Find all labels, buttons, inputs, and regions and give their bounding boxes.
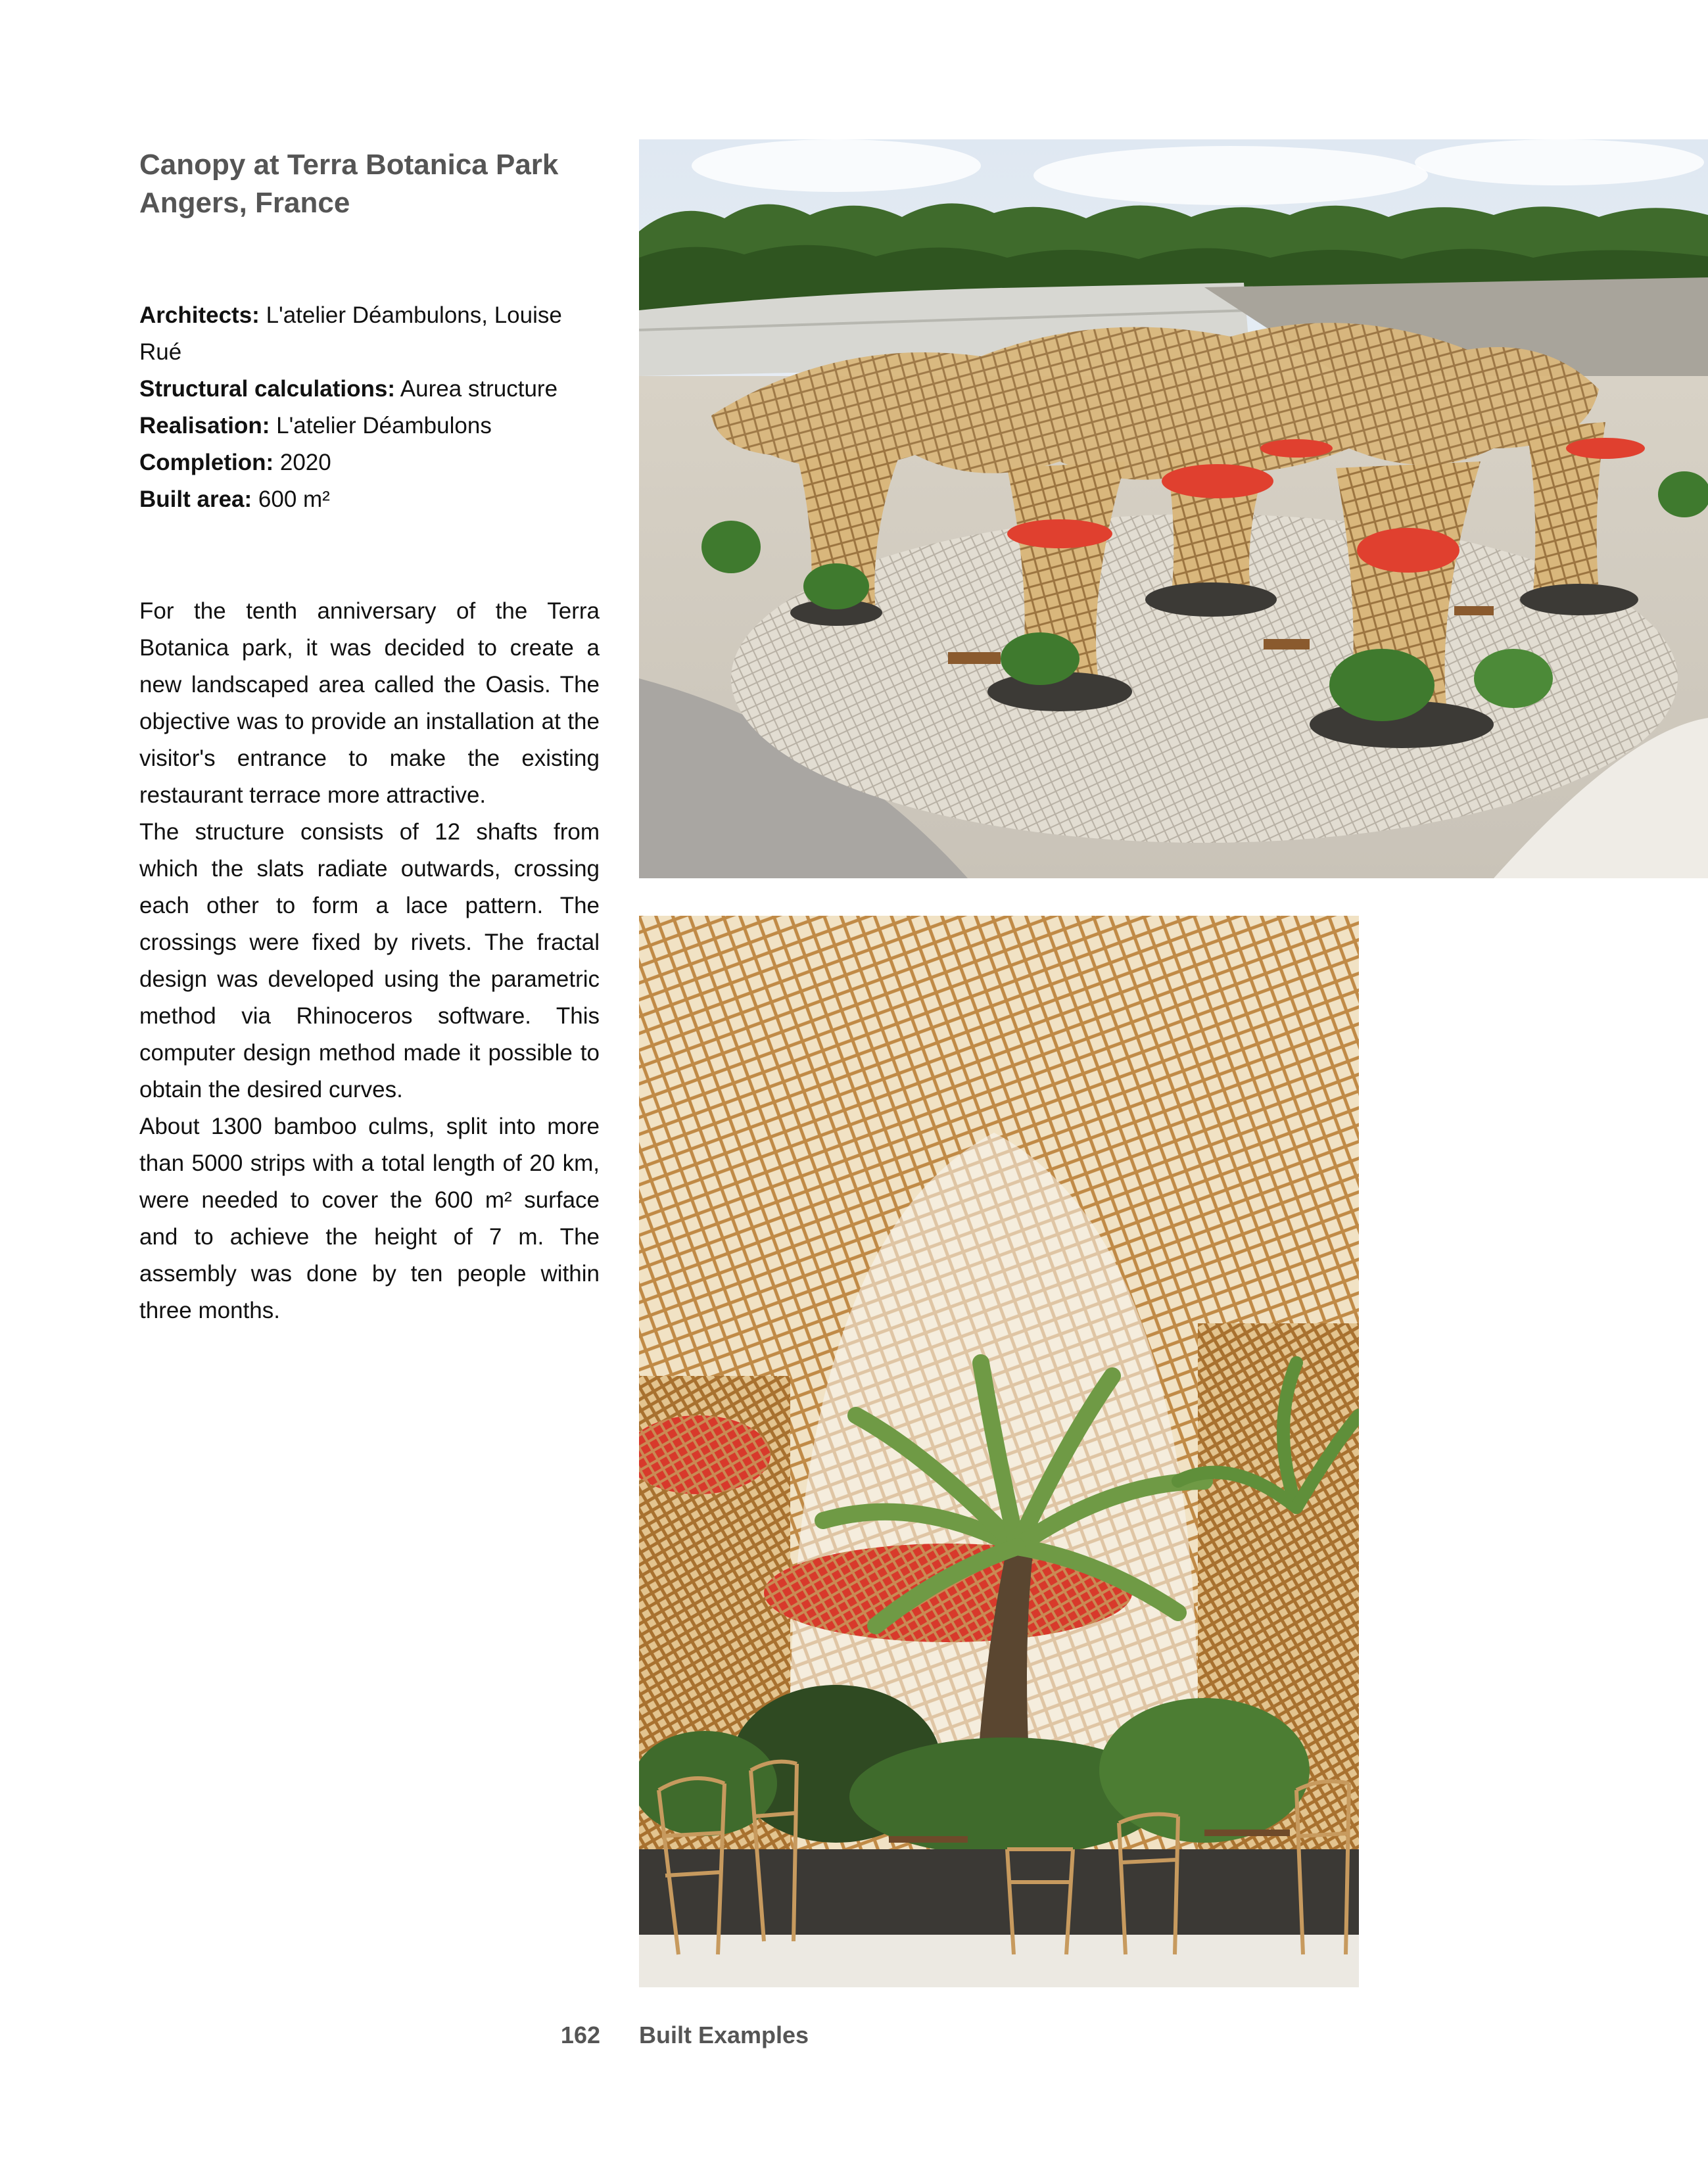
title-line-2: Angers, France <box>139 187 350 219</box>
credit-built-area: Built area: 600 m² <box>139 486 330 512</box>
running-footer-section: Built Examples <box>639 2021 809 2048</box>
body-paragraph-1: For the tenth anniversary of the Terra Botanica park, it was decided to create a new landscaped area called the Oasis. The objective was to provide an installation at the visitor's entrance to make the existing restaurant terrace more attractive. <box>139 598 600 808</box>
canopy-aerial-photo <box>639 139 1708 878</box>
article-title <box>139 146 600 222</box>
credit-architects: Architects: L'atelier Déambulons, Louise Rué <box>139 302 562 365</box>
credit-structural-calculations: Structural calculations: Aurea structure <box>139 376 558 402</box>
credit-realisation: Realisation: L'atelier Déambulons <box>139 413 492 438</box>
body-paragraph-2: The structure consists of 12 shafts from which the slats radiate outwards, crossing each other to form a lace pattern. The crossings were fixed by rivets. The fractal design was developed using the parametric method via Rhinoceros software. This computer design method made it possible to obtain the desired curves. <box>139 819 600 1102</box>
article-body <box>139 593 600 1329</box>
credit-completion: Completion: 2020 <box>139 450 331 475</box>
project-credits <box>139 297 600 518</box>
body-paragraph-3: About 1300 bamboo culms, split into more than 5000 strips with a total length of 20 km, were needed to cover the 600 m² surface and to achieve the height of 7 m. The assembly was done by ten people within three months. <box>139 1114 600 1323</box>
title-line-1: Canopy at Terra Botanica Park <box>139 149 559 181</box>
page-number: 162 <box>560 2021 600 2048</box>
canopy-interior-photo <box>639 916 1359 1987</box>
